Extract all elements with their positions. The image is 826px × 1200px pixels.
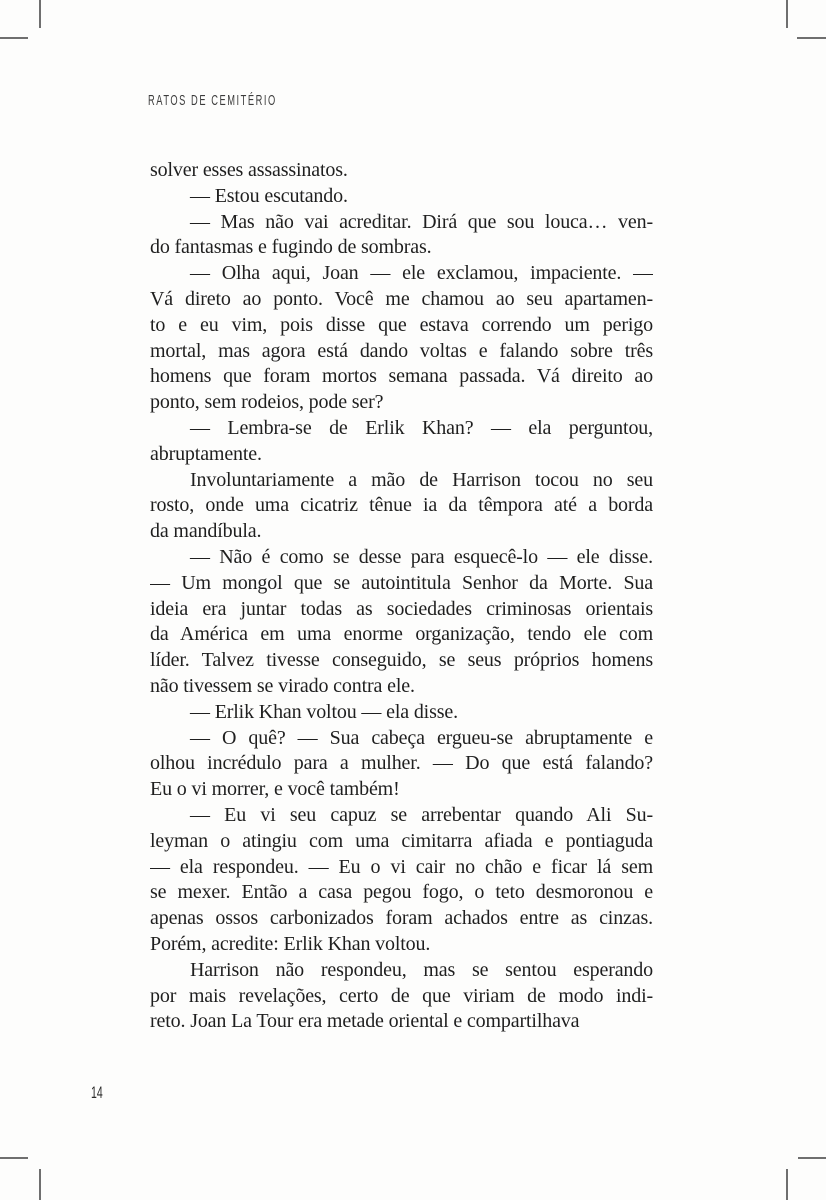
text-line: solver esses assassinatos. bbox=[150, 159, 348, 181]
text-line: ponto, sem rodeios, pode ser? bbox=[150, 391, 384, 414]
text-line: — Olha aqui, Joan — ele exclamou, impaciente. — bbox=[190, 262, 653, 285]
text-line: não tivessem se virado contra ele. bbox=[150, 674, 415, 697]
text-line: Involuntariamente a mão de Harrison tocou no seu bbox=[190, 468, 653, 491]
text-line: — ela respondeu. — Eu o vi cair no chão e ficar lá sem bbox=[150, 855, 653, 878]
crop-mark-bottom-right-vertical bbox=[786, 1169, 788, 1200]
text-line: — Estou escutando. bbox=[190, 184, 348, 207]
text-line: — Mas não vai acreditar. Dirá que sou louca… ven- bbox=[190, 210, 653, 233]
text-line: — Erlik Khan voltou — ela disse. bbox=[190, 700, 458, 723]
text-line: — Lembra-se de Erlik Khan? — ela perguntou, bbox=[190, 416, 653, 439]
text-line: — O quê? — Sua cabeça ergueu-se abruptamente e bbox=[190, 726, 653, 749]
crop-mark-top-left-vertical bbox=[39, 0, 41, 28]
text-line: Eu o vi morrer, e você também! bbox=[150, 778, 400, 801]
page-number: 14 bbox=[91, 1083, 103, 1102]
text-line: — Eu vi seu capuz se arrebentar quando Ali Su- bbox=[190, 803, 653, 826]
crop-mark-top-right-vertical bbox=[786, 0, 788, 28]
text-line: líder. Talvez tivesse conseguido, se seus próprios homens bbox=[150, 649, 653, 672]
text-line: da mandíbula. bbox=[150, 520, 262, 543]
text-line: por mais revelações, certo de que viriam de modo indi- bbox=[150, 984, 653, 1007]
text-line: Porém, acredite: Erlik Khan voltou. bbox=[150, 932, 431, 955]
running-header: RATOS DE CEMITÉRIO bbox=[148, 92, 277, 109]
text-line: se mexer. Então a casa pegou fogo, o teto desmoronou e bbox=[150, 881, 653, 904]
crop-mark-bottom-right-horizontal bbox=[798, 1157, 826, 1159]
text-line: apenas ossos carbonizados foram achados entre as cinzas. bbox=[150, 907, 653, 930]
text-line: abruptamente. bbox=[150, 442, 262, 465]
text-line: mortal, mas agora está dando voltas e falando sobre três bbox=[150, 339, 653, 362]
crop-mark-top-right-horizontal bbox=[797, 37, 826, 39]
text-line: reto. Joan La Tour era metade oriental e compartilhava bbox=[150, 1010, 580, 1033]
text-line: ideia era juntar todas as sociedades criminosas orientais bbox=[150, 597, 653, 620]
text-line: — Um mongol que se autointitula Senhor da Morte. Sua bbox=[150, 571, 653, 594]
text-line: homens que foram mortos semana passada. Vá direito ao bbox=[150, 365, 653, 388]
text-line: olhou incrédulo para a mulher. — Do que está falando? bbox=[150, 752, 653, 775]
crop-mark-bottom-left-vertical bbox=[39, 1169, 41, 1200]
text-block bbox=[150, 158, 653, 1035]
text-line: Vá direto ao ponto. Você me chamou ao seu apartamen- bbox=[150, 287, 653, 310]
text-line: rosto, onde uma cicatriz tênue ia da têmpora até a borda bbox=[150, 494, 653, 517]
text-line: — Não é como se desse para esquecê-lo — ele disse. bbox=[190, 545, 653, 568]
text-line: to e eu vim, pois disse que estava correndo um perigo bbox=[150, 313, 653, 336]
text-line: do fantasmas e fugindo de sombras. bbox=[150, 236, 432, 259]
crop-mark-top-left-horizontal bbox=[0, 37, 28, 39]
crop-mark-bottom-left-horizontal bbox=[0, 1157, 28, 1159]
text-line: leyman o atingiu com uma cimitarra afiada e pontiaguda bbox=[150, 829, 653, 852]
text-line: da América em uma enorme organização, tendo ele com bbox=[150, 623, 653, 646]
text-line: Harrison não respondeu, mas se sentou esperando bbox=[190, 958, 653, 981]
